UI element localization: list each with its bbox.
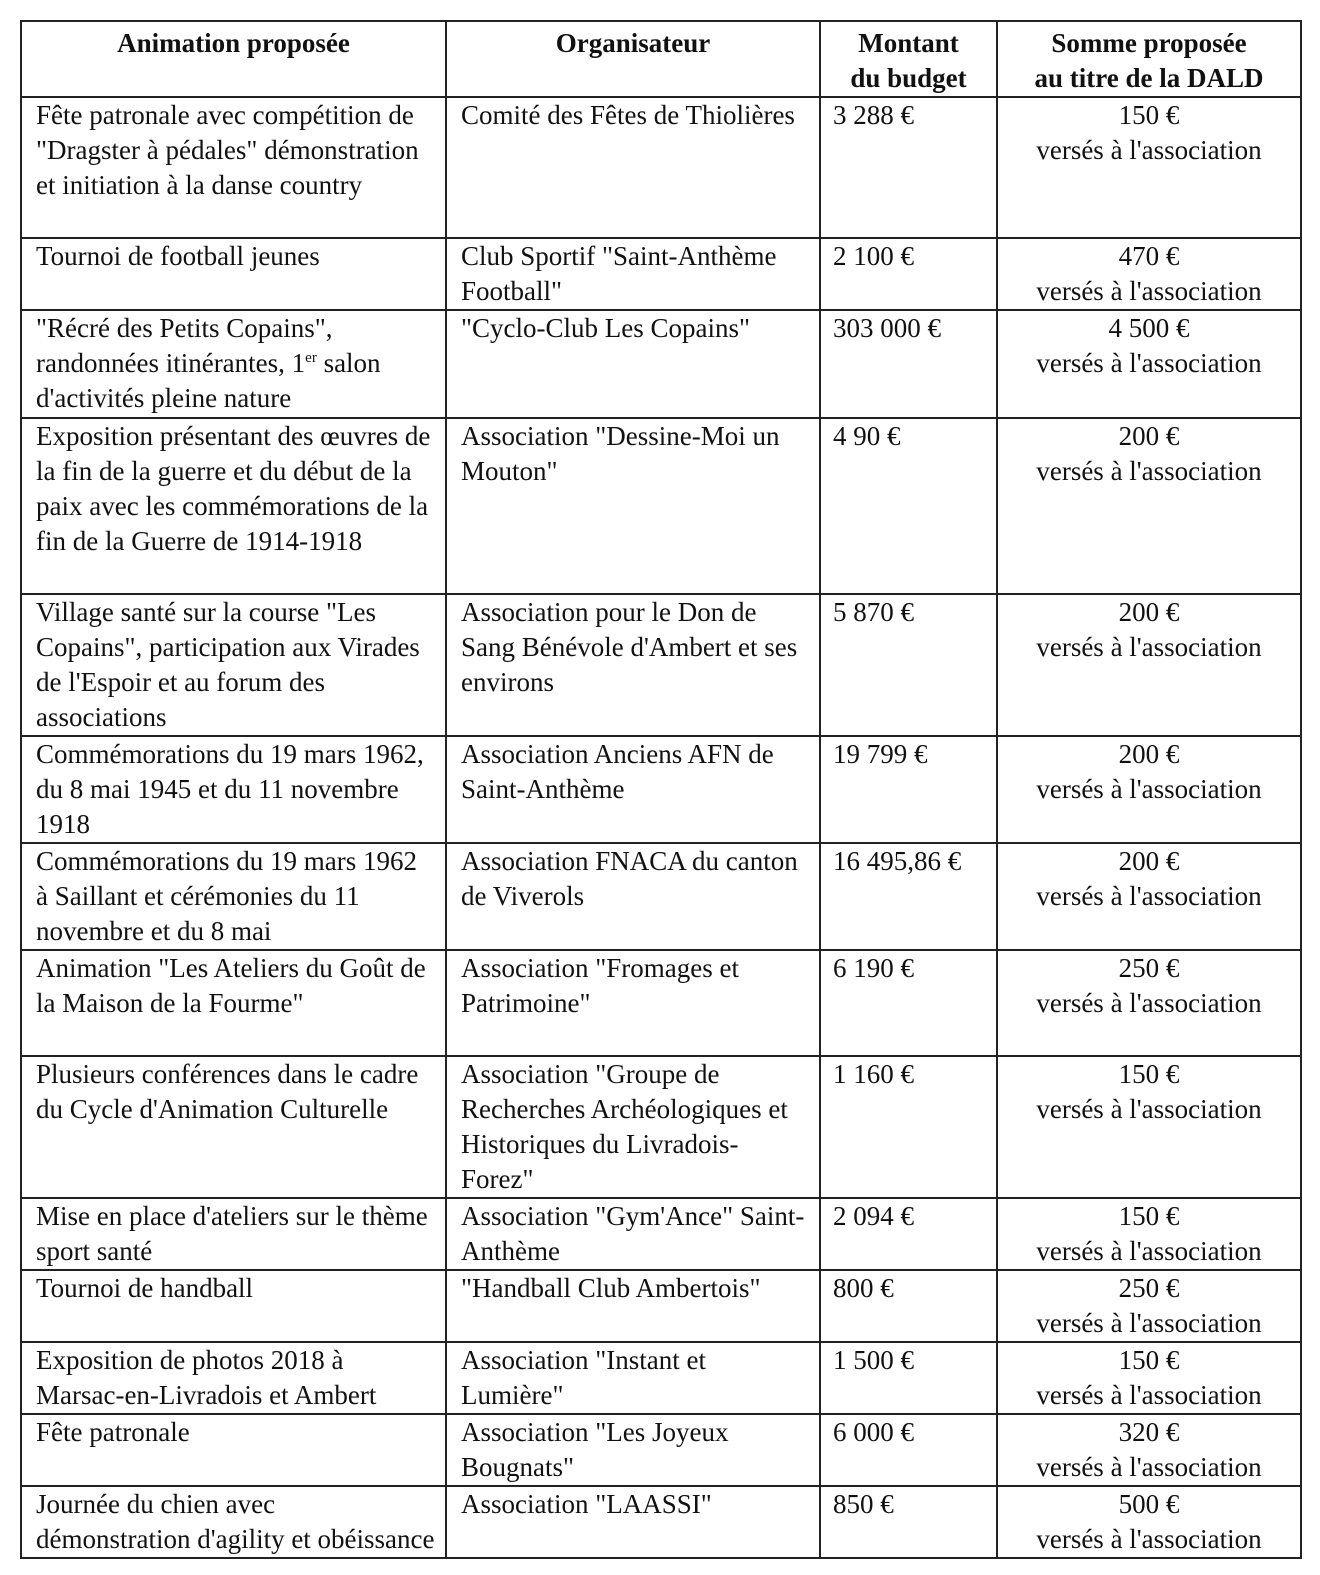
cell-animation: Exposition présentant des œuvres de la fin de la guerre et du début de la paix avec les commémorations de la fin de la Guerre de 1914-1918 [21,418,446,594]
cell-animation: Tournoi de football jeunes [21,238,446,310]
cell-somme: 150 € versés à l'association [997,1056,1301,1198]
table-row [21,1414,1301,1486]
table-row [21,843,1301,950]
cell-somme: 200 € versés à l'association [997,418,1301,594]
cell-animation: Plusieurs conférences dans le cadre du Cycle d'Animation Culturelle [21,1056,446,1198]
cell-organisateur: Club Sportif "Saint-Anthème Football" [446,238,820,310]
cell-montant: 3 288 € [820,97,997,238]
cell-somme: 150 € versés à l'association [997,1342,1301,1414]
document-page [20,20,1300,1559]
cell-montant: 2 094 € [820,1198,997,1270]
table-row [21,594,1301,736]
cell-somme: 250 € versés à l'association [997,950,1301,1056]
cell-organisateur: Comité des Fêtes de Thiolières [446,97,820,238]
table-header-row [21,21,1301,97]
cell-somme: 470 € versés à l'association [997,238,1301,310]
cell-montant: 6 190 € [820,950,997,1056]
cell-organisateur: Association "Instant et Lumière" [446,1342,820,1414]
table-row [21,418,1301,594]
cell-montant: 19 799 € [820,736,997,843]
cell-somme: 200 € versés à l'association [997,843,1301,950]
table-row [21,1198,1301,1270]
cell-somme: 200 € versés à l'association [997,736,1301,843]
cell-montant: 800 € [820,1270,997,1342]
cell-somme: 320 € versés à l'association [997,1414,1301,1486]
cell-somme: 200 € versés à l'association [997,594,1301,736]
header-somme: Somme proposée au titre de la DALD [997,21,1301,97]
cell-montant: 2 100 € [820,238,997,310]
cell-organisateur: Association "LAASSI" [446,1486,820,1558]
cell-animation: Commémorations du 19 mars 1962, du 8 mai 1945 et du 11 novembre 1918 [21,736,446,843]
dald-table [20,20,1302,1559]
cell-organisateur: Association Anciens AFN de Saint-Anthème [446,736,820,843]
cell-animation: "Récré des Petits Copains", randonnées itinérantes, 1er salon d'activités pleine nature [21,310,446,418]
cell-organisateur: "Handball Club Ambertois" [446,1270,820,1342]
cell-organisateur: Association pour le Don de Sang Bénévole d'Ambert et ses environs [446,594,820,736]
table-row [21,1056,1301,1198]
cell-montant: 6 000 € [820,1414,997,1486]
header-montant: Montant du budget [820,21,997,97]
cell-animation: Fête patronale avec compétition de "Dragster à pédales" démonstration et initiation à la danse country [21,97,446,238]
cell-montant: 16 495,86 € [820,843,997,950]
cell-organisateur: Association "Les Joyeux Bougnats" [446,1414,820,1486]
cell-animation: Fête patronale [21,1414,446,1486]
cell-montant: 4 90 € [820,418,997,594]
cell-montant: 303 000 € [820,310,997,418]
cell-animation: Village santé sur la course "Les Copains", participation aux Virades de l'Espoir et au forum des associations [21,594,446,736]
cell-montant: 1 500 € [820,1342,997,1414]
cell-organisateur: "Cyclo-Club Les Copains" [446,310,820,418]
cell-somme: 250 € versés à l'association [997,1270,1301,1342]
cell-montant: 850 € [820,1486,997,1558]
cell-animation: Commémorations du 19 mars 1962 à Saillant et cérémonies du 11 novembre et du 8 mai [21,843,446,950]
cell-montant: 5 870 € [820,594,997,736]
table-row [21,736,1301,843]
cell-somme: 150 € versés à l'association [997,97,1301,238]
cell-organisateur: Association "Fromages et Patrimoine" [446,950,820,1056]
table-row [21,310,1301,418]
cell-somme: 4 500 € versés à l'association [997,310,1301,418]
cell-organisateur: Association "Dessine-Moi un Mouton" [446,418,820,594]
cell-animation: Tournoi de handball [21,1270,446,1342]
table-row [21,97,1301,238]
table-row [21,1342,1301,1414]
cell-animation: Animation "Les Ateliers du Goût de la Maison de la Fourme" [21,950,446,1056]
table-row [21,1486,1301,1558]
table-row [21,1270,1301,1342]
cell-montant: 1 160 € [820,1056,997,1198]
table-row [21,950,1301,1056]
header-animation: Animation proposée [21,21,446,97]
cell-organisateur: Association "Gym'Ance" Saint-Anthème [446,1198,820,1270]
cell-animation: Exposition de photos 2018 à Marsac-en-Livradois et Ambert [21,1342,446,1414]
cell-animation: Mise en place d'ateliers sur le thème sport santé [21,1198,446,1270]
cell-somme: 150 € versés à l'association [997,1198,1301,1270]
cell-somme: 500 € versés à l'association [997,1486,1301,1558]
header-organisateur: Organisateur [446,21,820,97]
table-row [21,238,1301,310]
cell-animation: Journée du chien avec démonstration d'agility et obéissance [21,1486,446,1558]
cell-organisateur: Association "Groupe de Recherches Archéologiques et Historiques du Livradois-Forez" [446,1056,820,1198]
cell-organisateur: Association FNACA du canton de Viverols [446,843,820,950]
